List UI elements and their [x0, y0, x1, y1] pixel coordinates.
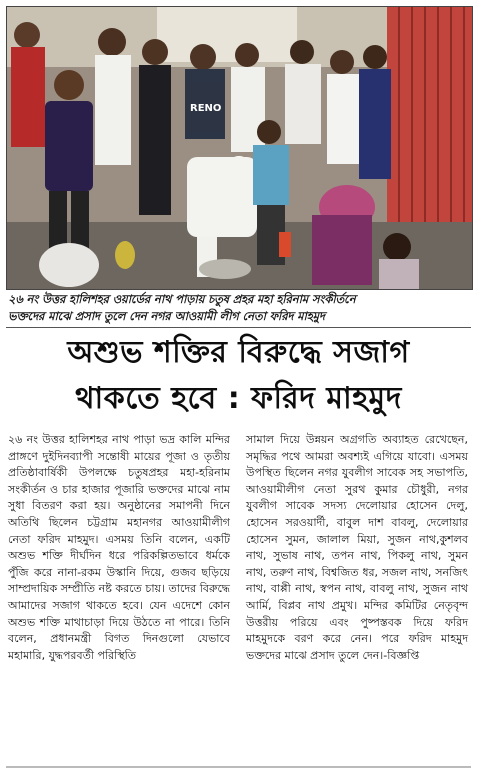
headline-line-2: থাকতে হবে : ফরিদ মাহমুদ	[75, 381, 402, 416]
news-photo	[6, 6, 473, 290]
headline-line-1: অশুভ শক্তির বিরুদ্ধে সজাগ	[67, 335, 410, 370]
photo-icon	[7, 7, 472, 289]
page-bottom-rule	[6, 766, 471, 768]
photo-caption	[8, 291, 470, 325]
article-text-right: সামাল দিয়ে উন্নয়ন অগ্রগতি অব্যাহত রেখেছেন, সমৃদ্ধির পথে আমরা অবশ্যই এগিয়ে যাবো। এসময় উপস্থিত ছিলেন নগর যুবলীগ সাবেক সহ সভাপতি, আওয়ামীলীগ নেতা সুরথ কুমার চৌধুরী, নগর যুবলীগ সাবেক সদস্য দেলোয়ার হোসেন দেলু, হোসেন সরওয়ার্দী, বাবুল দাশ বাবলু, দেলোয়ার হোসেন সুমন, জালাল মিয়া, সুজন নাথ,কুশলব নাথ, সুভাষ নাথ, তপন নাথ, পিকলু নাথ, সুমন নাথ, তরুণ নাথ, বিশ্বজিত ধর, সজল নাথ, সনজিৎ নাথ, বাপ্পী নাথ, স্বপন নাথ, বাবলু নাথ, সুজন নাথ আর্মি, বিপ্লব নাথ প্রমুখ। মন্দির কমিটির নেতৃবৃন্দ উত্তরীয় পরিয়ে এবং পুষ্পস্তবক দিয়ে ফরিদ মাহমুদকে বরণ করে নেন। পরে ফরিদ মাহমুদ ভক্তদের মাঝে প্রসাদ তুলে দেন।-বিজ্ঞপ্তি	[246, 433, 468, 662]
article-column-left	[8, 432, 230, 664]
caption-line-1: ২৬ নং উত্তর হালিশহর ওয়ার্ডের নাথ পাড়ায় চতুষ প্রহর মহা হরিনাম সংকীর্তনে	[8, 292, 356, 306]
svg-text:RENO: RENO	[190, 103, 222, 114]
caption-divider	[6, 327, 471, 328]
article-text-left: ২৬ নং উত্তর হালিশহর নাথ পাড়া ভদ্র কালি মন্দির প্রাঙ্গণে দুইদিনব্যাপী সন্তোষী মায়ের পূজা ও তৃতীয় প্রতিষ্ঠাবার্ষিকী উপলক্ষে চতুষপ্রহর মহা-হরিনাম সংকীর্তন ও চার হাজার পূজারি ভক্তদের মাঝে নাম সুধা বিতরণ করা হয়। অনুষ্ঠানের সমাপনী দিনে অতিথি ছিলেন চট্টগ্রাম মহানগর আওয়ামীলীগ নেতা ফরিদ মাহমুদ। এসময় তিনি বলেন, একটি অশুভ শক্তি দীর্ঘদিন ধরে পরিকল্পিতভাবে ধর্মকে পুঁজি করে নানা-রকম উস্কানি দিয়ে, গুজব ছড়িয়ে সাম্প্রদায়িক সম্প্রীতি নষ্ট করতে চায়। তাদের বিরুদ্ধে আমাদের সজাগ থাকতে হবে। যেন এদেশে কোন অশুভ শক্তি মাথাচাড়া দিয়ে উঠতে না পারে। তিনি বলেন, প্রধানমন্ত্রী বিগত দিনগুলো যেভাবে মহামারি, যুদ্ধপরবর্তী পরিস্থিতি	[8, 433, 230, 662]
headline	[6, 330, 471, 422]
caption-line-2: ভক্তদের মাঝে প্রসাদ তুলে দেন নগর আওয়ামী লীগ নেতা ফরিদ মাহমুদ	[8, 309, 325, 323]
article-column-right	[246, 432, 468, 664]
